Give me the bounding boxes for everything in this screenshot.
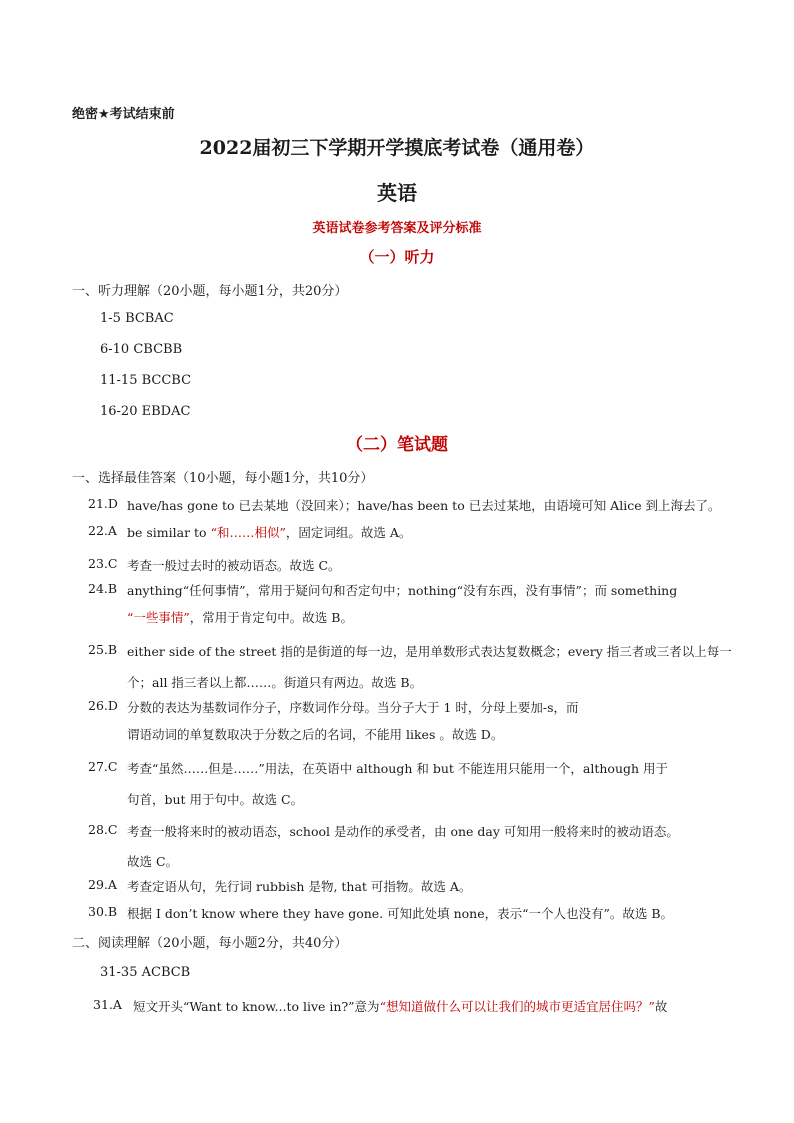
q25-number: 25.B (88, 642, 118, 657)
q21-number: 21.D (88, 496, 118, 511)
listening-section-title: 一、听力理解（20小题，每小题1分，共20分） (72, 284, 348, 299)
answer-key-subtitle: 英语试卷参考答案及评分标准 (312, 221, 482, 236)
q26-explanation-line1: 分数的表达为基数词作分子，序数词作分母。当分子大于 1 时，分母上要加-s，而 (127, 700, 579, 715)
listening-answer-4: 16-20 EBDAC (100, 404, 191, 419)
q23-explanation: 考查一般过去时的被动语态。故选 C。 (127, 558, 341, 573)
choice-section-title: 一、选择最佳答案（10小题，每小题1分，共10分） (72, 471, 374, 486)
q22-text-b: “和……相似” (210, 525, 286, 540)
q27-number: 27.C (88, 759, 118, 774)
q27-explanation-line1: 考查“虽然……但是……”用法，在英语中 although 和 but 不能连用只能用一个，although 用于 (127, 761, 669, 776)
q30-explanation: 根据 I don’t know where they have gone. 可知此处填 none，表示“一个人也没有”。故选 B。 (127, 906, 674, 921)
q27-explanation-line2: 句首，but 用于句中。故选 C。 (127, 792, 304, 807)
q22-number: 22.A (88, 523, 117, 538)
q25-explanation-line2: 个；all 指三者以上都……。街道只有两边。故选 B。 (127, 675, 423, 690)
q24-number: 24.B (88, 581, 118, 596)
q24-explanation-line2 (127, 608, 353, 626)
q24-text-b: ，常用于肯定句中。故选 B。 (189, 610, 353, 625)
q26-explanation-line2: 谓语动词的单复数取决于分数之后的名词，不能用 likes 。故选 D。 (127, 727, 504, 742)
confidential-mark: 绝密★考试结束前 (72, 107, 175, 122)
q22-text-a: be similar to (127, 525, 211, 540)
q31-text-b: “想知道做什么可以让我们的城市更适宜居住吗？” (379, 999, 655, 1014)
q22-explanation (127, 523, 411, 541)
listening-heading: （一）听力 (359, 248, 435, 266)
q31-explanation (133, 997, 667, 1015)
q29-number: 29.A (88, 877, 117, 892)
q24-text-a: “一些事情” (127, 610, 190, 625)
exam-title: 2022届初三下学期开学摸底考试卷（通用卷） (199, 137, 595, 159)
q28-explanation-line2: 故选 C。 (127, 854, 179, 869)
q22-text-c: ，固定词组。故选 A。 (285, 525, 412, 540)
q31-number: 31.A (93, 997, 122, 1012)
q29-explanation: 考查定语从句，先行词 rubbish 是物, that 可指物。故选 A。 (127, 879, 472, 894)
q28-number: 28.C (88, 822, 118, 837)
q26-number: 26.D (88, 698, 118, 713)
q28-explanation-line1: 考查一般将来时的被动语态，school 是动作的承受者，由 one day 可知用一般将来时的被动语态。 (127, 824, 679, 839)
listening-answer-3: 11-15 BCCBC (100, 373, 192, 388)
q23-number: 23.C (88, 556, 118, 571)
q21-explanation: have/has gone to 已去某地（没回来）；have/has been to 已去过某地，由语境可知 Alice 到上海去了。 (127, 498, 721, 513)
q30-number: 30.B (88, 904, 118, 919)
reading-answer-1: 31-35 ACBCB (100, 965, 191, 980)
listening-answer-2: 6-10 CBCBB (100, 342, 183, 357)
listening-answer-1: 1-5 BCBAC (100, 311, 174, 326)
reading-section-title: 二、阅读理解（20小题，每小题2分，共40分） (72, 936, 348, 951)
written-heading: （二）笔试题 (346, 435, 448, 455)
q24-explanation-line1: anything“任何事情”，常用于疑问句和否定句中；nothing“没有东西，没有事情”；而 something (127, 583, 678, 598)
subject-heading: 英语 (377, 181, 417, 205)
q25-explanation-line1: either side of the street 指的是街道的每一边，是用单数形式表达复数概念；every 指三者或三者以上每一 (127, 644, 732, 659)
q31-text-a: 短文开头“Want to know...to live in?”意为 (133, 999, 380, 1014)
q31-text-c: 故 (654, 999, 668, 1014)
